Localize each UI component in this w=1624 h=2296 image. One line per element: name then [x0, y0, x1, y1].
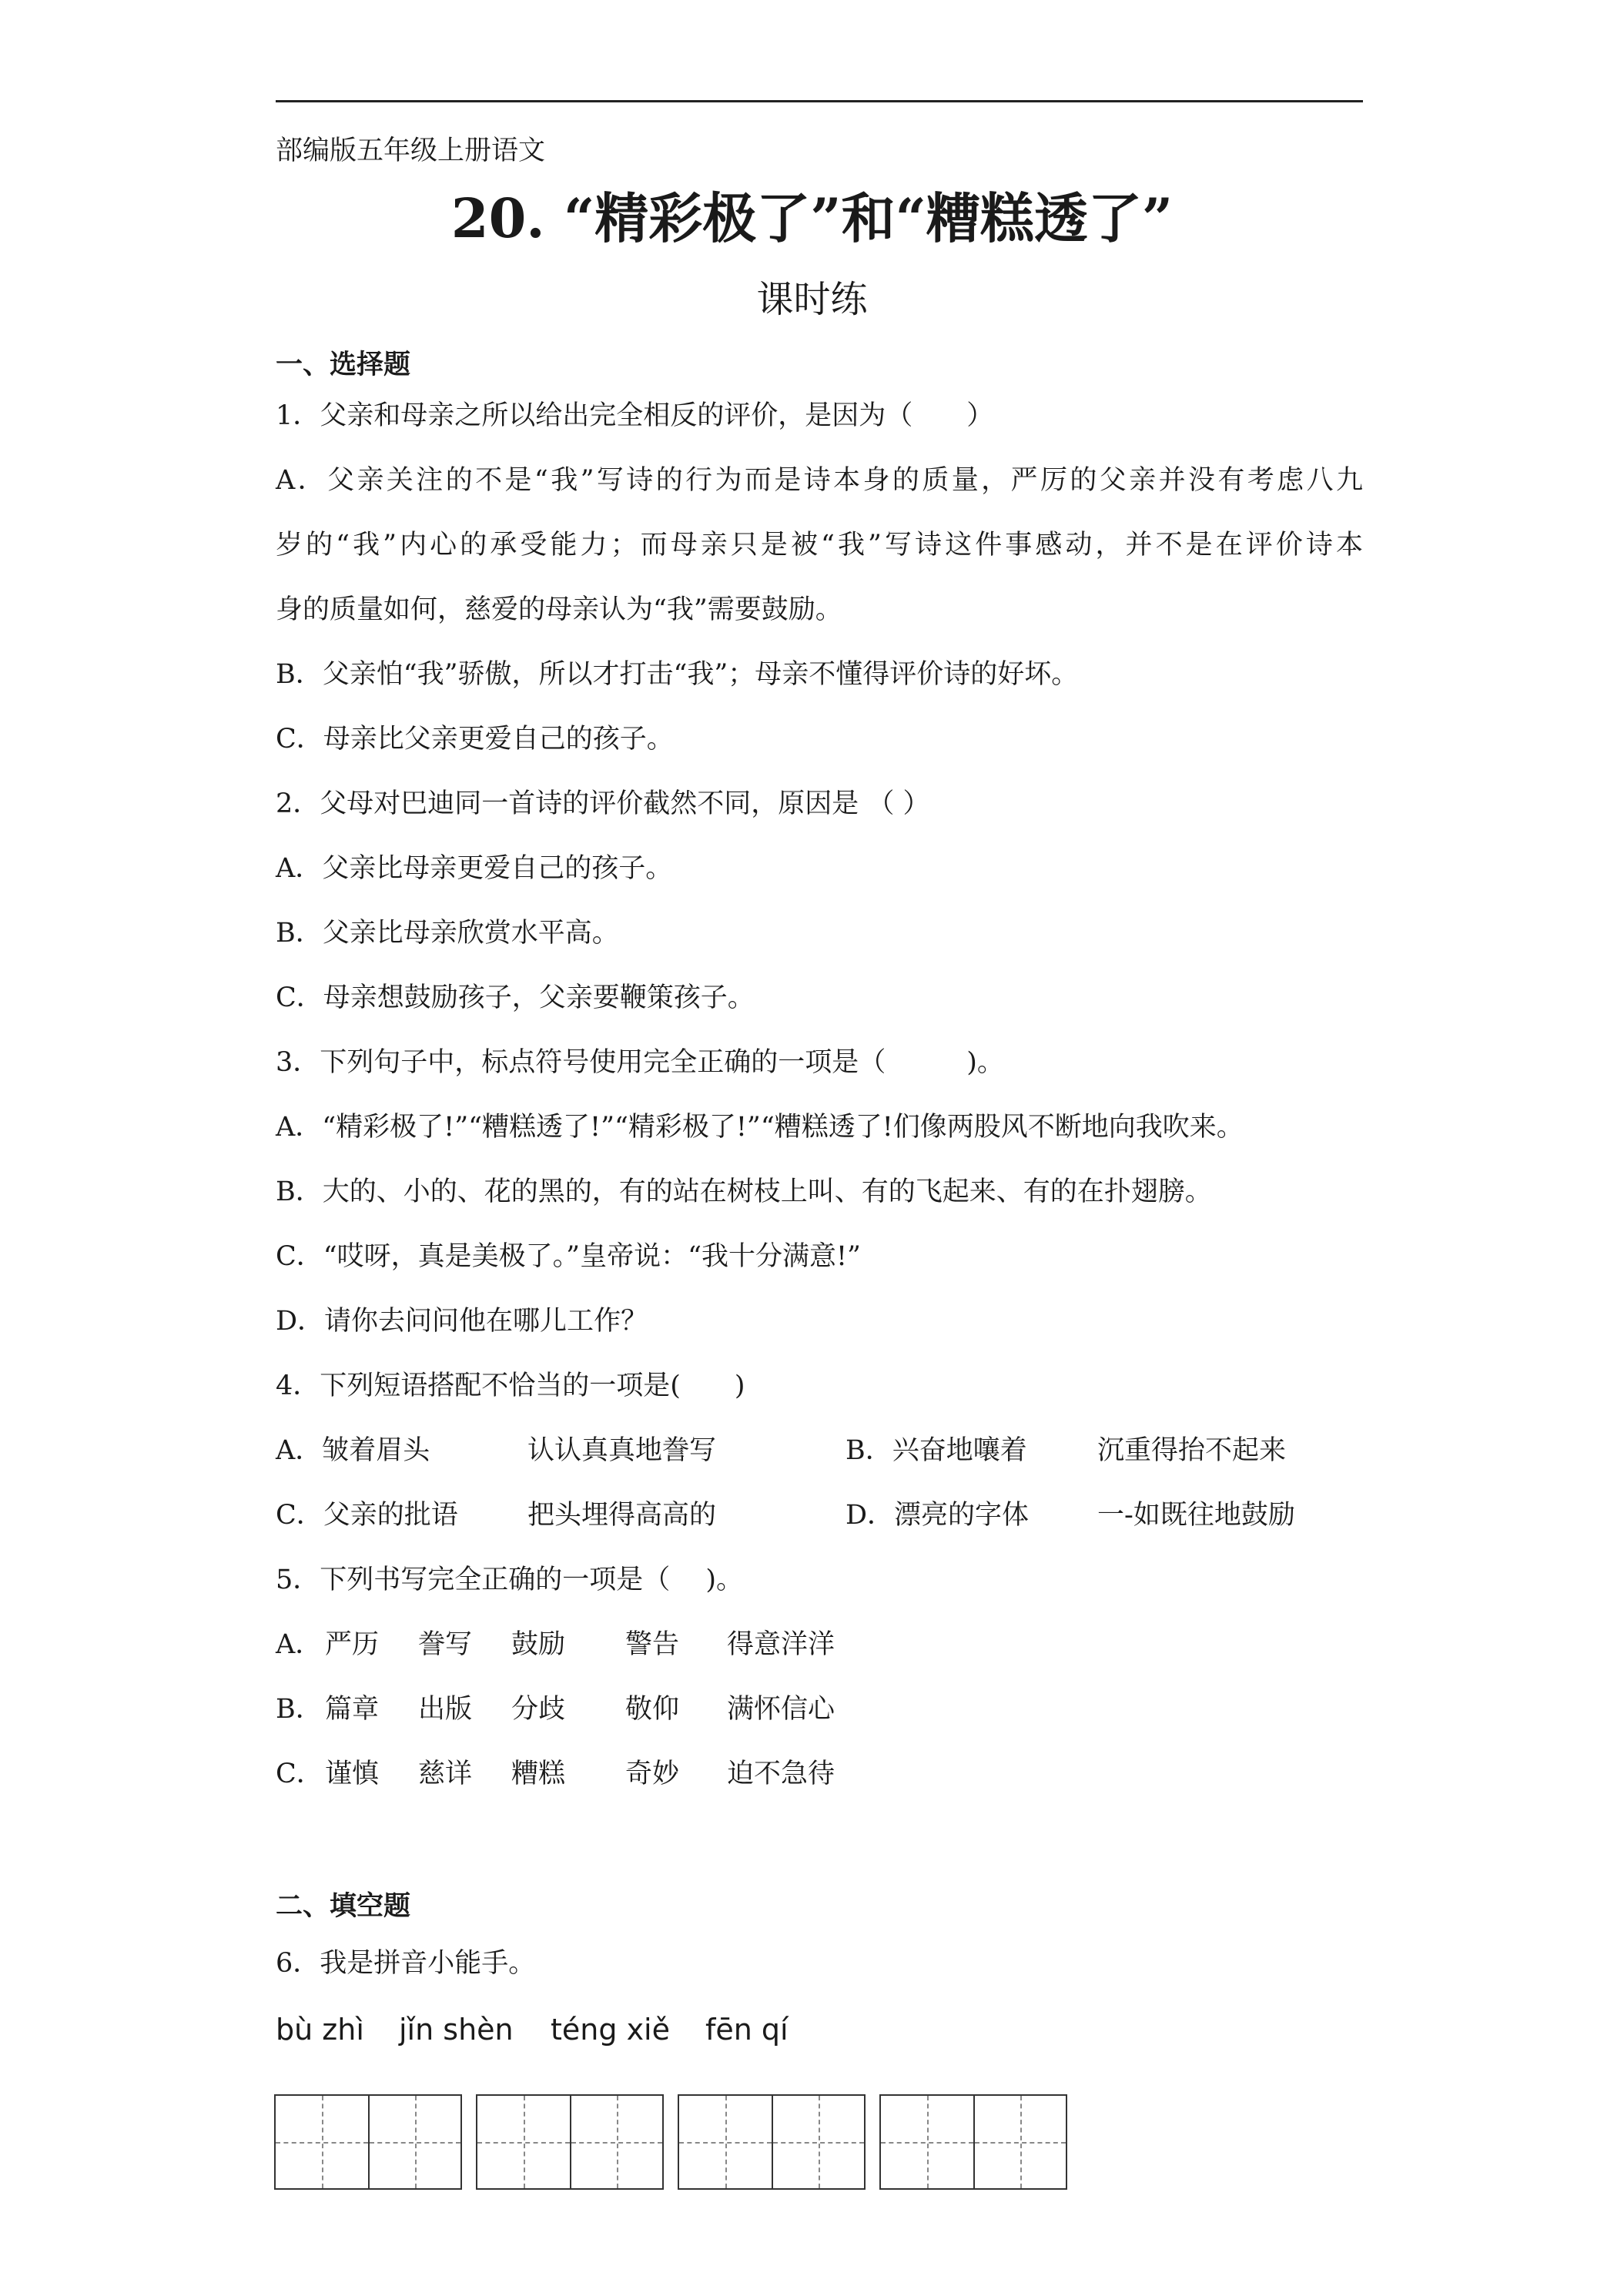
- section-heading-choice: 一、选择题: [276, 349, 411, 380]
- q1-stem: 1．父亲和母亲之所以给出完全相反的评价，是因为（ ）: [276, 400, 994, 431]
- q5-stem: 5．下列书写完全正确的一项是（ )。: [276, 1565, 744, 1595]
- q1-option-c: C．母亲比父亲更爱自己的孩子。: [276, 724, 674, 755]
- writing-grid-1[interactable]: [274, 2094, 462, 2190]
- page-subtitle: 课时练: [756, 278, 868, 321]
- header-rule: [276, 100, 1363, 102]
- q2-option-c: C．母亲想鼓励孩子，父亲要鞭策孩子。: [276, 982, 755, 1013]
- q5-option-c-word: 糟糕: [511, 1759, 566, 1789]
- q5-option-c-word: 迫不急待: [727, 1759, 835, 1789]
- writing-cell[interactable]: [973, 2096, 1066, 2188]
- q5-option-b-word: 分歧: [511, 1694, 566, 1725]
- subject-label: 部编版五年级上册语文: [276, 136, 546, 166]
- q4-option-c-phrase: 把头埋得高高的: [527, 1500, 717, 1531]
- q4-option-b-phrase: 沉重得抬不起来: [1097, 1435, 1287, 1466]
- q5-option-a-word: 得意洋洋: [727, 1629, 835, 1660]
- q1-option-a-line2: 岁的“我”内心的承受能力；而母亲只是被“我”写诗这件事感动，并不是在评价诗本: [276, 530, 1363, 561]
- page-title: 20. “精彩极了”和“糟糕透了”: [450, 186, 1174, 250]
- writing-cell[interactable]: [477, 2096, 570, 2188]
- writing-grid-4[interactable]: [879, 2094, 1067, 2190]
- pinyin-label: fēn qí: [705, 2013, 789, 2047]
- writing-cell[interactable]: [368, 2096, 460, 2188]
- q5-option-a-label: A．: [276, 1629, 323, 1660]
- q4-option-d-phrase: 一-如既往地鼓励: [1097, 1500, 1295, 1531]
- q5-option-a-word: 誊写: [418, 1629, 473, 1660]
- q4-option-c-label: C．父亲的批语: [276, 1500, 458, 1531]
- pinyin-label: téng xiě: [551, 2013, 670, 2047]
- writing-grid-3[interactable]: [678, 2094, 866, 2190]
- q3-stem: 3．下列句子中，标点符号使用完全正确的一项是（ )。: [276, 1047, 1004, 1078]
- q5-option-b-word: 篇章: [325, 1694, 380, 1725]
- q6-stem: 6．我是拼音小能手。: [276, 1948, 536, 1979]
- writing-cell[interactable]: [772, 2096, 864, 2188]
- section-heading-fill: 二、填空题: [276, 1890, 411, 1922]
- q5-option-a-word: 警告: [625, 1629, 680, 1660]
- q1-option-b: B．父亲怕“我”骄傲，所以才打击“我”；母亲不懂得评价诗的好坏。: [276, 659, 1079, 690]
- q3-option-b: B．大的、小的、花的黑的，有的站在树枝上叫、有的飞起来、有的在扑翅膀。: [276, 1176, 1212, 1207]
- q5-option-c-label: C．: [276, 1759, 323, 1789]
- q5-option-b-word: 出版: [418, 1694, 473, 1725]
- q2-stem: 2．父母对巴迪同一首诗的评价截然不同，原因是 （ ）: [276, 788, 930, 819]
- writing-cell[interactable]: [881, 2096, 973, 2188]
- q3-option-a: A．“精彩极了!”“糟糕透了!”“精彩极了!”“糟糕透了!们像两股风不断地向我吹来。: [276, 1112, 1244, 1143]
- q2-option-b: B．父亲比母亲欣赏水平高。: [276, 918, 619, 949]
- writing-cell[interactable]: [570, 2096, 662, 2188]
- q1-option-a-line1: A．父亲关注的不是“我”写诗的行为而是诗本身的质量，严厉的父亲并没有考虑八九: [276, 465, 1363, 496]
- q5-option-a-word: 严历: [325, 1629, 380, 1660]
- q1-option-a-line3: 身的质量如何，慈爱的母亲认为“我”需要鼓励。: [276, 594, 842, 625]
- writing-grid-2[interactable]: [476, 2094, 664, 2190]
- pinyin-label: bù zhì: [276, 2013, 364, 2047]
- q5-option-c-word: 慈详: [418, 1759, 473, 1789]
- q4-option-d-label: D．漂亮的字体: [845, 1500, 1030, 1531]
- q4-option-b-label: B．兴奋地嚷着: [845, 1435, 1027, 1466]
- writing-cell[interactable]: [679, 2096, 772, 2188]
- q5-option-c-word: 奇妙: [625, 1759, 680, 1789]
- q4-stem: 4．下列短语搭配不恰当的一项是( ): [276, 1371, 745, 1401]
- q4-option-a-label: A．皱着眉头: [276, 1435, 430, 1466]
- q3-option-c: C．“哎呀，真是美极了。”皇帝说：“我十分满意!”: [276, 1241, 861, 1272]
- q5-option-b-word: 敬仰: [625, 1694, 680, 1725]
- pinyin-label: jǐn shèn: [399, 2013, 514, 2047]
- q3-option-d: D．请你去问问他在哪儿工作？: [276, 1306, 648, 1337]
- q5-option-a-word: 鼓励: [511, 1629, 566, 1660]
- q5-option-b-word: 满怀信心: [727, 1694, 835, 1725]
- q4-option-a-phrase: 认认真真地誊写: [527, 1435, 717, 1466]
- q5-option-b-label: B．: [276, 1694, 323, 1725]
- writing-cell[interactable]: [276, 2096, 368, 2188]
- q5-option-c-word: 谨慎: [325, 1759, 380, 1789]
- q2-option-a: A．父亲比母亲更爱自己的孩子。: [276, 853, 673, 884]
